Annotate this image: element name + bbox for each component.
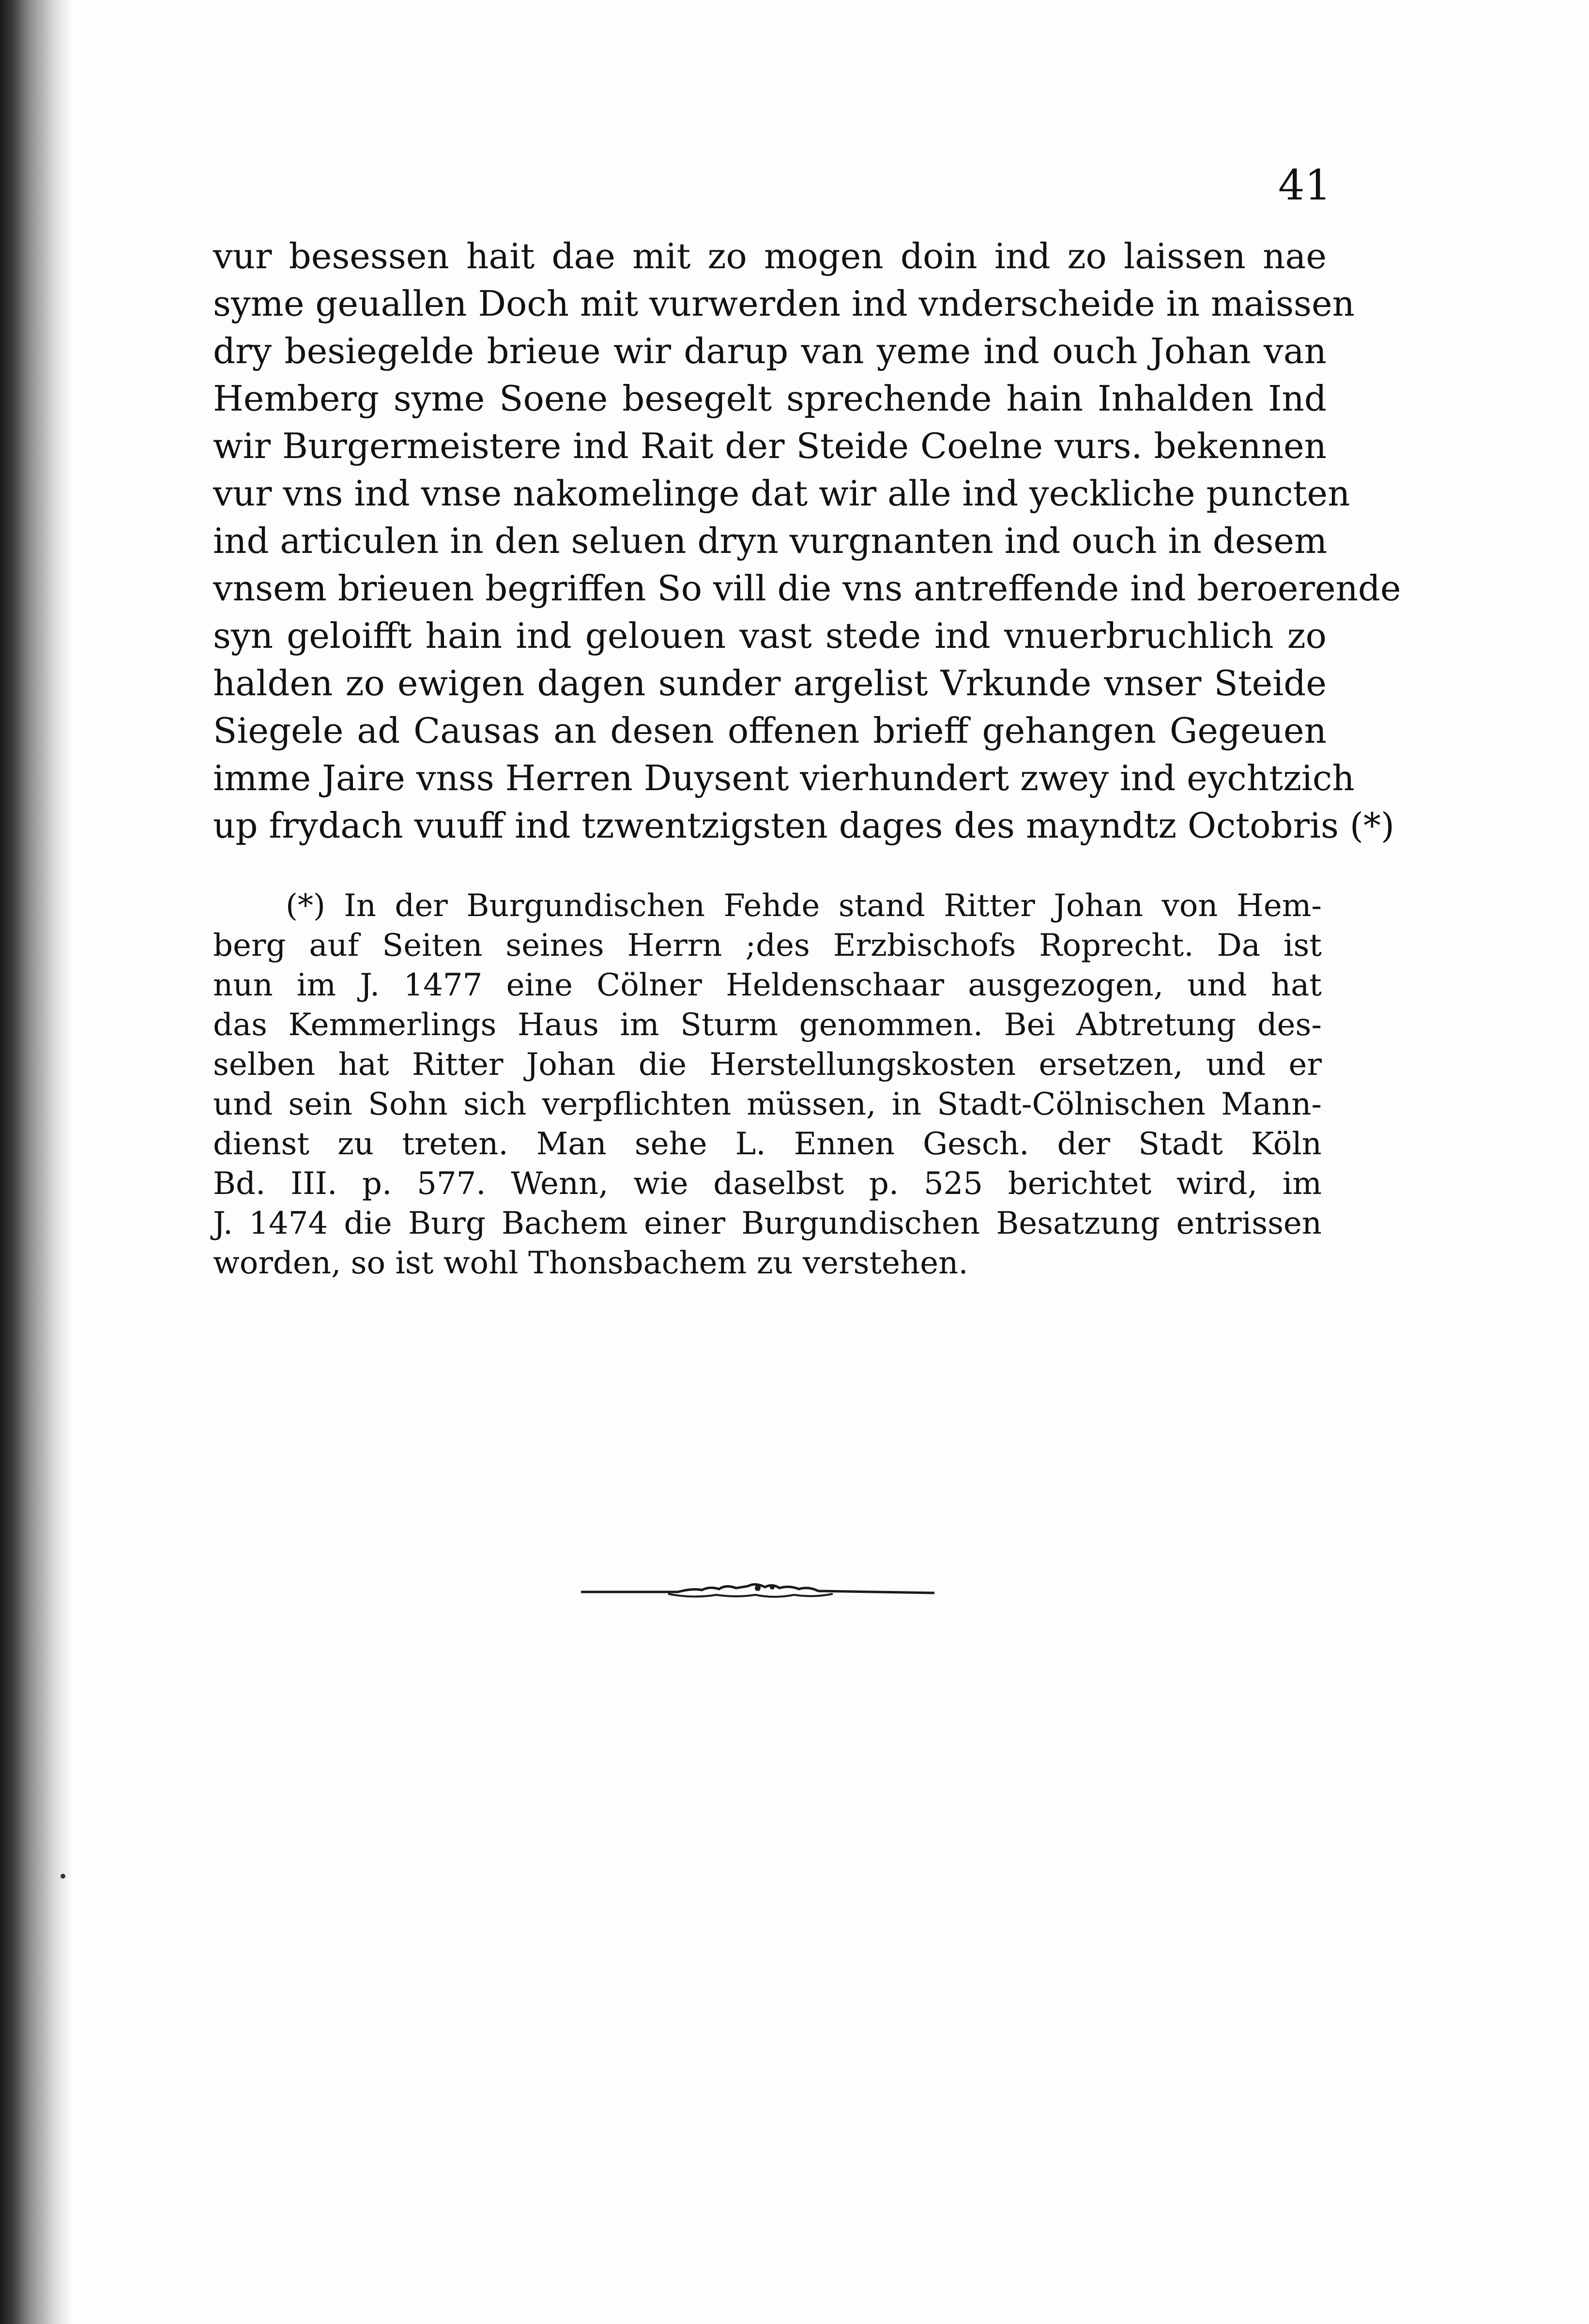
- text-line: vnsem brieuen begriffen So vill die vns antreffende ind beroerende: [213, 568, 1401, 609]
- text-line: halden zo ewigen dagen sunder argelist Vrkunde vnser Steide: [213, 663, 1327, 703]
- text-line: syn geloifft hain ind gelouen vast stede ind vnuerbruchlich zo: [213, 615, 1327, 656]
- text-line: dry besiegelde brieue wir darup van yeme ind ouch Johan van: [213, 331, 1327, 371]
- footnote-line: selben hat Ritter Johan die Herstellungskosten ersetzen, und er: [213, 1047, 1322, 1083]
- text-line: up frydach vuuff ind tzwentzigsten dages des mayndtz Octobris (*): [213, 805, 1395, 846]
- footnote-line: das Kemmerlings Haus im Sturm genommen. Bei Abtretung des-: [213, 1007, 1322, 1043]
- footnote-line: Bd. III. p. 577. Wenn, wie daselbst p. 525 berichtet wird, im: [213, 1166, 1322, 1202]
- text-line: ind articulen in den seluen dryn vurgnanten ind ouch in desem: [213, 520, 1328, 561]
- main-text-block: [213, 232, 1401, 849]
- text-line: vur vns ind vnse nakomelinge dat wir alle ind yeckliche puncten: [213, 473, 1350, 514]
- footnote-block: [213, 886, 1322, 1283]
- text-line: imme Jaire vnss Herren Duysent vierhundert zwey ind eychtzich: [213, 758, 1355, 798]
- text-line: vur besessen hait dae mit zo mogen doin ind zo laissen nae: [213, 236, 1327, 276]
- text-line: wir Burgermeistere ind Rait der Steide Coelne vurs. bekennen: [213, 426, 1327, 466]
- page-number: 41: [1278, 161, 1331, 210]
- footnote-line: berg auf Seiten seines Herrn ;des Erzbischofs Roprecht. Da ist: [213, 928, 1322, 963]
- footnote-line: J. 1474 die Burg Bachem einer Burgundischen Besatzung entrissen: [213, 1206, 1322, 1241]
- footnote-line: worden, so ist wohl Thonsbachem zu verstehen.: [213, 1245, 968, 1281]
- footnote-line: nun im J. 1477 eine Cölner Heldenschaar ausgezogen, und hat: [213, 967, 1322, 1003]
- ornament-divider-icon: [581, 1574, 934, 1607]
- footnote-line: dienst zu treten. Man sehe L. Ennen Gesch. der Stadt Köln: [213, 1126, 1322, 1162]
- text-line: Siegele ad Causas an desen offenen brieff gehangen Gegeuen: [213, 710, 1327, 751]
- text-line: syme geuallen Doch mit vurwerden ind vnderscheide in maissen: [213, 283, 1355, 324]
- text-line: Hemberg syme Soene besegelt sprechende hain Inhalden Ind: [213, 378, 1327, 419]
- paper-speck: [61, 1874, 65, 1879]
- binding-shadow: [0, 0, 73, 2324]
- footnote-line: und sein Sohn sich verpflichten müssen, in Stadt-Cölnischen Mann-: [213, 1086, 1322, 1122]
- footnote-line: (*) In der Burgundischen Fehde stand Ritter Johan von Hem-: [286, 888, 1322, 924]
